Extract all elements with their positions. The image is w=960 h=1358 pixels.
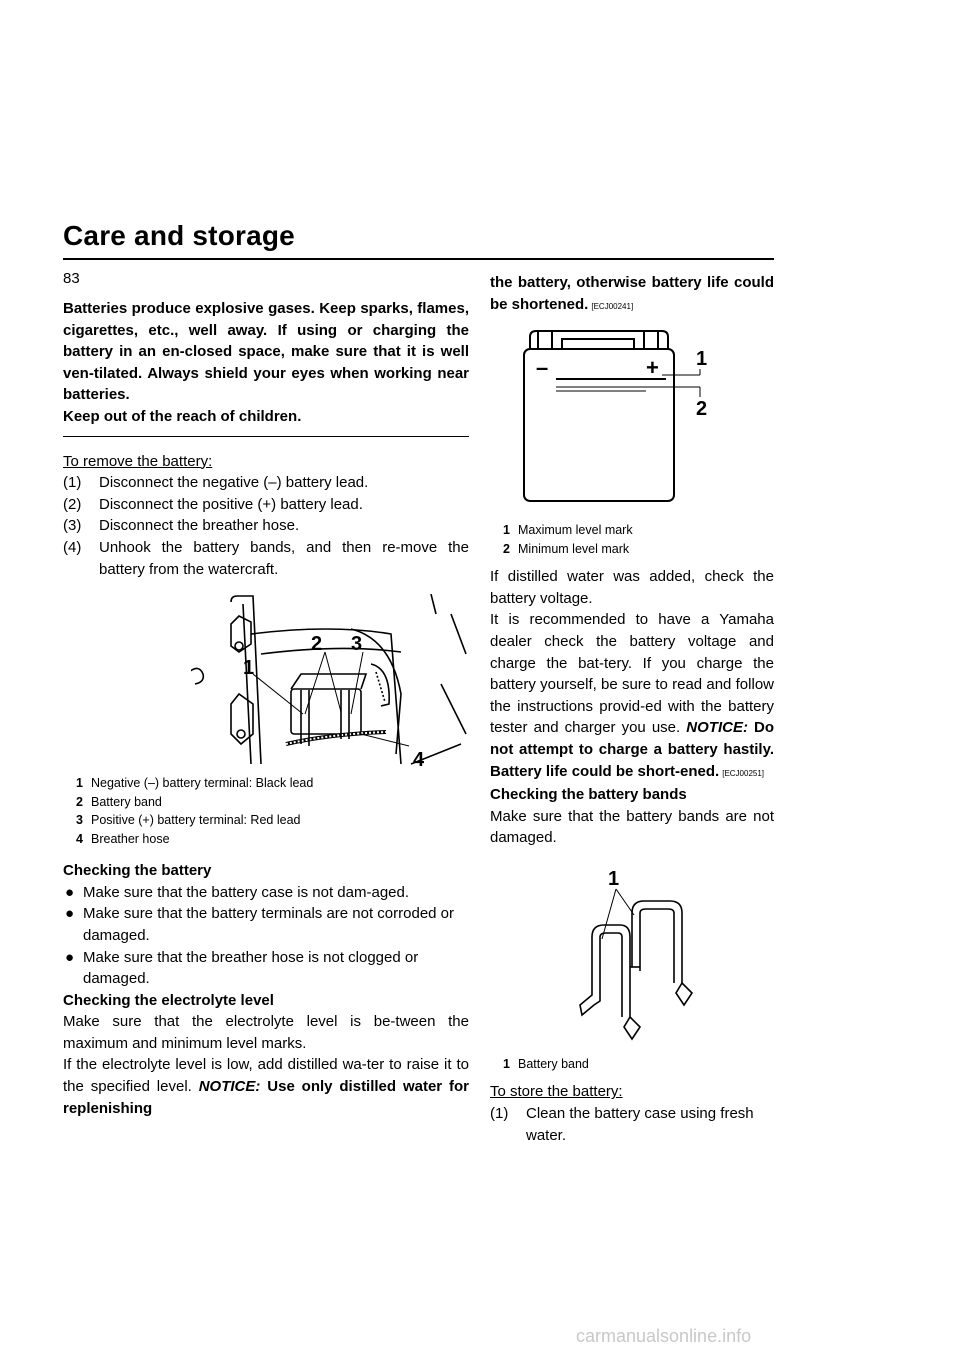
battery-compartment-illustration: [191, 594, 471, 772]
callout-1: 1: [696, 348, 708, 371]
title-rule: [63, 258, 774, 260]
notice-label: NOTICE:: [686, 719, 748, 737]
step-number: (4): [63, 538, 82, 556]
step-number: (3): [63, 517, 82, 535]
remove-step: [63, 537, 469, 580]
notice-label: NOTICE:: [198, 1078, 261, 1096]
caption-text: Maximum level mark: [518, 523, 633, 538]
store-step: [490, 1103, 774, 1146]
figure-caption: [63, 830, 469, 849]
bands-paragraph: Make sure that the battery bands are not damaged.: [490, 807, 774, 847]
left-column: [63, 298, 469, 1119]
caption-text: Negative (–) battery terminal: Black lead: [91, 776, 314, 791]
bands-heading: Checking the battery bands: [490, 786, 687, 804]
notice-continuation: [490, 272, 774, 317]
caption-number: 4: [76, 831, 83, 846]
paragraph-text: It is recommended to have a Yamaha dealer check the battery voltage and charge the bat-tery. If you charge the battery yourself, be sure to read and follow the instructions provid-ed with the battery tester and charger you use.: [490, 611, 774, 737]
callout-2: 2: [696, 398, 708, 421]
paragraph: If distilled water was added, check the battery voltage.: [490, 568, 774, 607]
warning-text: Batteries produce explosive gases. Keep sparks, flames, cigarettes, etc., well away. If using or charging the battery in an en-closed space, make sure that it is well ven-tilated. Always shield your eyes when working near batteries.: [63, 300, 469, 404]
step-text: Disconnect the negative (–) battery lead.: [99, 474, 369, 492]
caption-number: 2: [76, 794, 83, 809]
minus-sign: –: [536, 355, 549, 381]
caption-text: Battery band: [518, 1056, 589, 1071]
battery-band-illustration: [572, 867, 722, 1047]
battery-level-illustration: [516, 323, 736, 513]
caption-number: 1: [503, 1056, 510, 1071]
remove-step: [63, 472, 469, 494]
notice-text: Use only distilled water for replenishing: [63, 1078, 470, 1117]
caption-text: Breather hose: [91, 831, 170, 846]
store-battery-heading: To store the battery:: [490, 1083, 623, 1101]
step-text: Unhook the battery bands, and then re-move the battery from the watercraft.: [99, 538, 469, 578]
caption-number: 1: [76, 776, 83, 791]
plus-sign: +: [646, 355, 659, 381]
bullet-item: [63, 903, 469, 946]
bullet-icon: ●: [65, 905, 75, 923]
warning-rule: [63, 436, 469, 437]
bullet-item: [63, 882, 469, 904]
step-text: Disconnect the positive (+) battery lead.: [99, 495, 363, 513]
bullet-text: Make sure that the battery case is not dam-aged.: [83, 883, 410, 901]
bullet-icon: ●: [65, 948, 75, 966]
paragraph-text: If the electrolyte level is low, add distilled wa-ter to raise it to the specified level.: [63, 1056, 469, 1096]
remove-step: [63, 515, 469, 537]
figure-caption: [63, 774, 469, 793]
page-number: 83: [63, 270, 80, 287]
figure-caption: [63, 811, 469, 830]
watermark: carmanualsonline.info: [576, 1326, 752, 1346]
check-battery-heading: Checking the battery: [63, 862, 212, 880]
paragraph: [490, 609, 774, 784]
notice-code: [ECJ00241]: [591, 301, 634, 311]
electrolyte-paragraph: Make sure that the electrolyte level is be-tween the maximum and minimum level marks.: [63, 1013, 469, 1052]
notice-text: the battery, otherwise battery life could be shortened.: [490, 274, 774, 313]
figure-caption: [490, 1055, 774, 1074]
notice-text: Do not attempt to charge a battery hastily. Battery life could be short-ened.: [490, 719, 775, 780]
caption-number: 3: [76, 813, 83, 828]
electrolyte-paragraph-2: [63, 1054, 469, 1119]
caption-text: Battery band: [91, 794, 162, 809]
remove-step: [63, 494, 469, 516]
page-title: Care and storage: [63, 220, 295, 251]
callout-4: 4: [413, 749, 425, 772]
warning-text-children: Keep out of the reach of children.: [63, 407, 302, 425]
caption-number: 2: [503, 541, 510, 556]
figure-caption: [63, 793, 469, 812]
caption-text: Positive (+) battery terminal: Red lead: [91, 813, 301, 828]
callout-1: 1: [243, 657, 255, 680]
right-column: [490, 272, 774, 1146]
electrolyte-heading: Checking the electrolyte level: [63, 991, 274, 1009]
bullet-text: Make sure that the battery terminals are not corroded or damaged.: [83, 905, 455, 944]
callout-1: 1: [608, 867, 620, 890]
bullet-icon: ●: [65, 883, 75, 901]
notice-code: [ECJ00251]: [722, 768, 765, 778]
remove-battery-heading: To remove the battery:: [63, 452, 213, 470]
figure-caption: [490, 540, 774, 559]
callout-2: 2: [311, 633, 323, 656]
figure-caption: [490, 521, 774, 540]
bullet-text: Make sure that the breather hose is not clogged or damaged.: [83, 948, 419, 988]
step-number: (2): [63, 495, 82, 513]
bullet-item: [63, 947, 469, 990]
step-number: (1): [63, 474, 82, 492]
step-number: (1): [490, 1105, 509, 1122]
step-text: Clean the battery case using fresh water.: [526, 1105, 754, 1144]
step-text: Disconnect the breather hose.: [99, 517, 300, 535]
caption-text: Minimum level mark: [518, 541, 630, 556]
caption-number: 1: [503, 523, 510, 538]
callout-3: 3: [351, 633, 363, 656]
